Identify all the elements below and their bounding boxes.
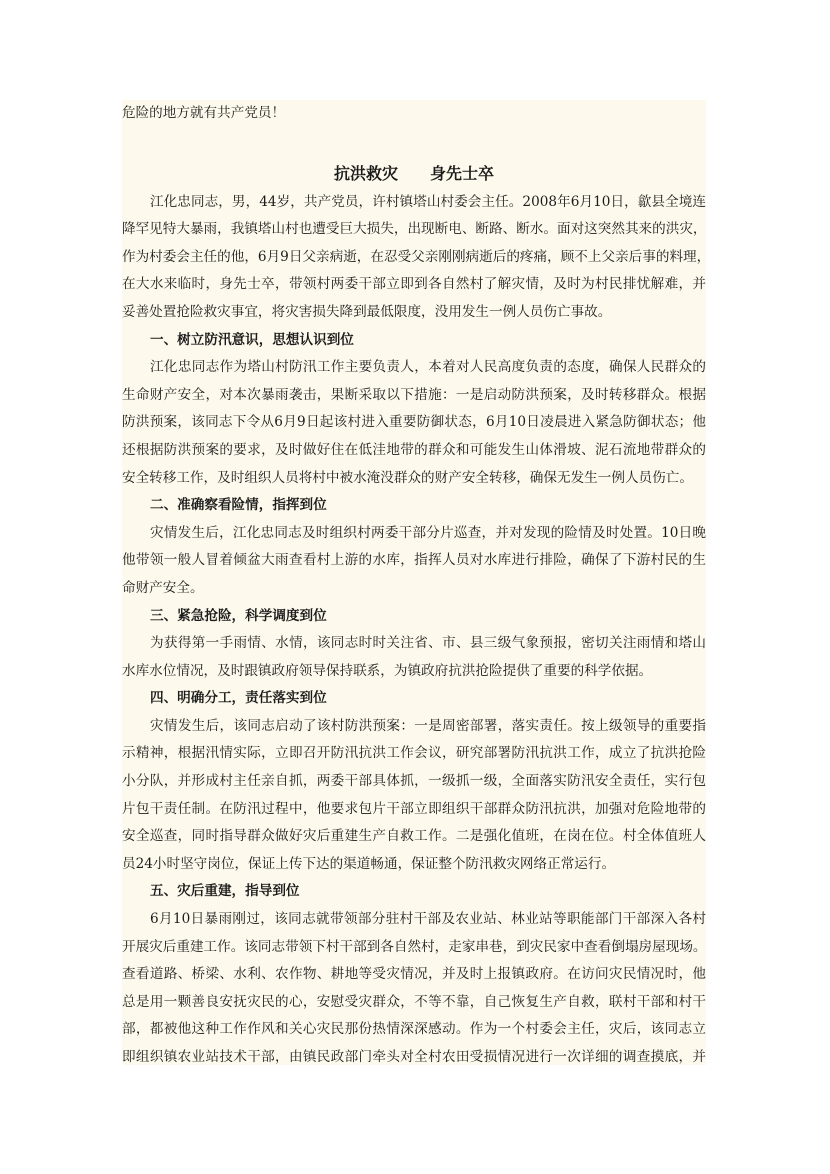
paragraph-line: 总是用一颗善良安抚灾民的心，安慰受灾群众，不等不靠，自己恢复生产自救，联村干部和村干 — [122, 993, 706, 1010]
paragraph-line: 在大水来临时，身先士卒，带领村两委干部立即到各自然村了解灾情，及时为村民排忧解难，并 — [122, 276, 706, 293]
section-heading: 二、准确察看险情，指挥到位 — [150, 497, 327, 514]
paragraph-line: 查看道路、桥梁、水利、农作物、耕地等受灾情况，并及时上报镇政府。在访问灾民情况时，他 — [122, 966, 706, 983]
section — [122, 189, 711, 327]
paragraph-line: 6月10日暴雨刚过，该同志就带领部分驻村干部及农业站、林业站等职能部门干部深入各村 — [150, 911, 706, 928]
paragraph-line: 示精神，根据汛情实际，立即召开防汛抗洪工作会议，研究部署防汛抗洪工作，成立了抗洪抢险 — [122, 745, 706, 762]
paragraph-line: 作为村委会主任的他，6月9日父亲病逝，在忍受父亲刚刚病逝后的疼痛，顾不上父亲后事的料理， — [122, 248, 711, 265]
paragraph-line: 开展灾后重建工作。该同志带领下村干部到各自然村，走家串巷，到灾民家中查看倒塌房屋现场。 — [122, 938, 707, 955]
paragraph-line: 安全巡查，同时指导群众做好灾后重建生产自救工作。二是强化值班，在岗在位。村全体值班人 — [122, 828, 706, 845]
section — [122, 492, 706, 602]
paragraph-line: 妥善处置抢险救灾事宜，将灾害损失降到最低限度，没用发生一例人员伤亡事故。 — [122, 303, 612, 320]
paragraph-line: 片包干责任制。在防汛过程中，他要求包片干部立即组织干部群众防汛抗洪，加强对危险地带的 — [122, 800, 706, 817]
paragraph-line: 安全转移工作，及时组织人员将村中被水淹没群众的财产安全转移，确保无发生一例人员伤亡。 — [122, 469, 693, 486]
paragraph-line: 即组织镇农业站技术干部，由镇民政部门牵头对全村农田受损情况进行一次详细的调查摸底，并 — [122, 1049, 706, 1065]
section-heading: 一、树立防汛意识，思想认识到位 — [150, 331, 354, 348]
paragraph-line: 防洪预案，该同志下令从6月9日起该村进入重要防御状态，6月10日凌晨进入紧急防御状态；他 — [122, 414, 706, 431]
document-body — [122, 100, 711, 1072]
paragraph-line: 水库水位情况，及时跟镇政府领导保持联系，为镇政府抗洪抢险提供了重要的科学依据。 — [122, 662, 653, 679]
section — [122, 603, 706, 686]
paragraph-line: 小分队，并形成村主任亲自抓，两委干部具体抓，一级抓一级，全面落实防汛安全责任，实行包 — [122, 773, 706, 790]
section-heading: 四、明确分工，责任落实到位 — [150, 690, 327, 707]
paragraph-line: 还根据防洪预案的要求，及时做好住在低洼地带的群众和可能发生山体滑坡、泥石流地带群众的 — [122, 441, 706, 458]
article-title: 抗洪救灾 身先士卒 — [333, 163, 494, 183]
paragraph-line: 为获得第一手雨情、水情，该同志时时关注省、市、县三级气象预报，密切关注雨情和塔山 — [150, 635, 706, 652]
article-sections — [122, 189, 711, 1072]
section — [122, 327, 706, 493]
section-heading: 五、灾后重建，指导到位 — [150, 883, 300, 900]
paragraph-line: 生命财产安全，对本次暴雨袭击，果断采取以下措施：一是启动防洪预案，及时转移群众。根据 — [122, 386, 706, 403]
paragraph-line: 灾情发生后，江化忠同志及时组织村两委干部分片巡查，并对发现的险情及时处置。10日晚 — [150, 524, 706, 541]
paragraph-line: 命财产安全。 — [122, 579, 204, 596]
section — [122, 878, 706, 1071]
section-heading: 三、紧急抢险，科学调度到位 — [150, 607, 327, 624]
section — [122, 685, 706, 878]
document-page — [122, 100, 711, 1065]
intro-line: 危险的地方就有共产党员！ — [122, 105, 286, 121]
paragraph-line: 降罕见特大暴雨，我镇塔山村也遭受巨大损失，出现断电、断路、断水。面对这突然其来的洪灾， — [122, 221, 707, 238]
paragraph-line: 他带领一般人冒着倾盆大雨查看村上游的水库，指挥人员对水库进行排险，确保了下游村民的生 — [122, 552, 706, 569]
paragraph-line: 员24小时坚守岗位，保证上传下达的渠道畅通，保证整个防汛救灾网络正常运行。 — [122, 855, 616, 872]
paragraph-line: 江化忠同志，男，44岁，共产党员，许村镇塔山村委会主任。2008年6月10日，歙县全境连 — [150, 193, 706, 210]
paragraph-line: 部，都被他这种工作作风和关心灾民那份热情深深感动。作为一个村委会主任，灾后，该同志立 — [122, 1021, 706, 1038]
paragraph-line: 江化忠同志作为塔山村防汛工作主要负责人，本着对人民高度负责的态度，确保人民群众的 — [150, 359, 706, 376]
paragraph-line: 灾情发生后，该同志启动了该村防洪预案：一是周密部署，落实责任。按上级领导的重要指 — [150, 717, 706, 734]
